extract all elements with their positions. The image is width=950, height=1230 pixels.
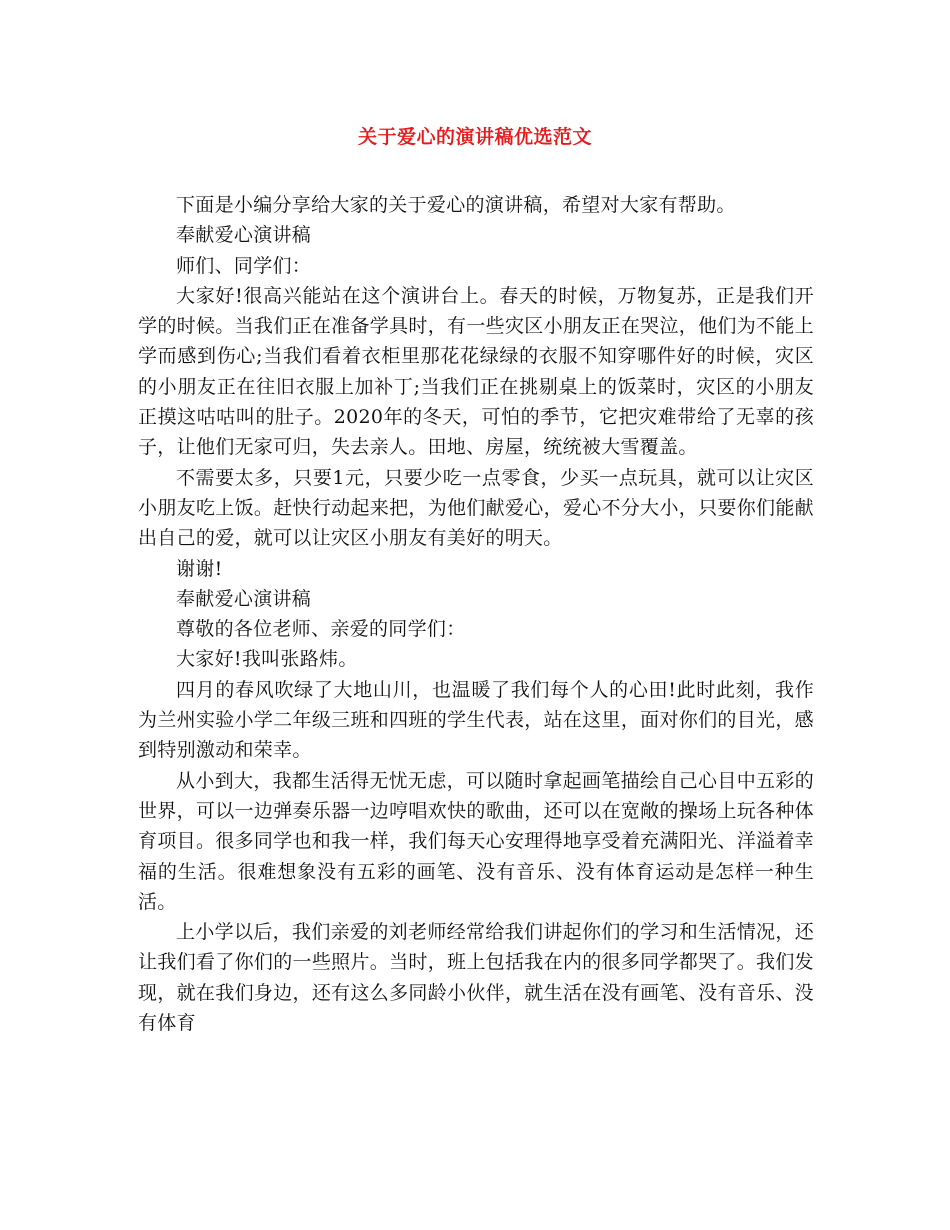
speech-heading-1: 奉献爱心演讲稿 xyxy=(176,224,312,247)
body-paragraph: 四月的春风吹绿了大地山川，也温暖了我们每个人的心田!此时此刻，我作为兰州实验小学二年级三班和四班的学生代表，站在这里，面对你们的目光，感到特别激动和荣幸。 xyxy=(138,678,814,762)
document-body xyxy=(138,190,814,1038)
body-paragraph: 上小学以后，我们亲爱的刘老师经常给我们讲起你们的学习和生活情况，还让我们看了你们的一些照片。当时，班上包括我在内的很多同学都哭了。我们发现，就在我们身边，还有这么多同龄小伙伴，就生活在没有画笔、没有音乐、没有体育 xyxy=(138,921,814,1035)
speech-heading-2: 奉献爱心演讲稿 xyxy=(176,587,312,610)
document-title: 关于爱心的演讲稿优选范文 xyxy=(357,126,592,148)
intro-paragraph: 下面是小编分享给大家的关于爱心的演讲稿，希望对大家有帮助。 xyxy=(176,194,736,216)
greeting-line: 大家好!我叫张路炜。 xyxy=(176,648,358,671)
body-paragraph: 从小到大，我都生活得无忧无虑，可以随时拿起画笔描绘自己心目中五彩的世界，可以一边弹奏乐器一边哼唱欢快的歌曲，还可以在宽敞的操场上玩各种体育项目。很多同学也和我一样，我们每天心安理得地享受着充满阳光、洋溢着幸福的生活。很难想象没有五彩的画笔、没有音乐、没有体育运动是怎样一种生活。 xyxy=(138,769,814,913)
closing-thanks: 谢谢! xyxy=(176,557,223,580)
body-paragraph: 大家好!很高兴能站在这个演讲台上。春天的时候，万物复苏，正是我们开学的时候。当我们正在准备学具时，有一些灾区小朋友正在哭泣，他们为不能上学而感到伤心;当我们看着衣柜里那花花绿绿的衣服不知穿哪件好的时候，灾区的小朋友正在往旧衣服上加补丁;当我们正在挑剔桌上的饭菜时，灾区的小朋友正摸这咕咕叫的肚子。2020年的冬天，可怕的季节，它把灾难带给了无辜的孩子，让他们无家可归，失去亲人。田地、房屋，统统被大雪覆盖。 xyxy=(138,284,814,459)
salutation-2: 尊敬的各位老师、亲爱的同学们： xyxy=(176,618,466,641)
body-paragraph: 不需要太多，只要1元，只要少吃一点零食，少买一点玩具，就可以让灾区小朋友吃上饭。赶快行动起来把，为他们献爱心，爱心不分大小，只要你们能献出自己的爱，就可以让灾区小朋友有美好的明天。 xyxy=(138,466,814,550)
salutation-1: 师们、同学们： xyxy=(176,254,312,277)
